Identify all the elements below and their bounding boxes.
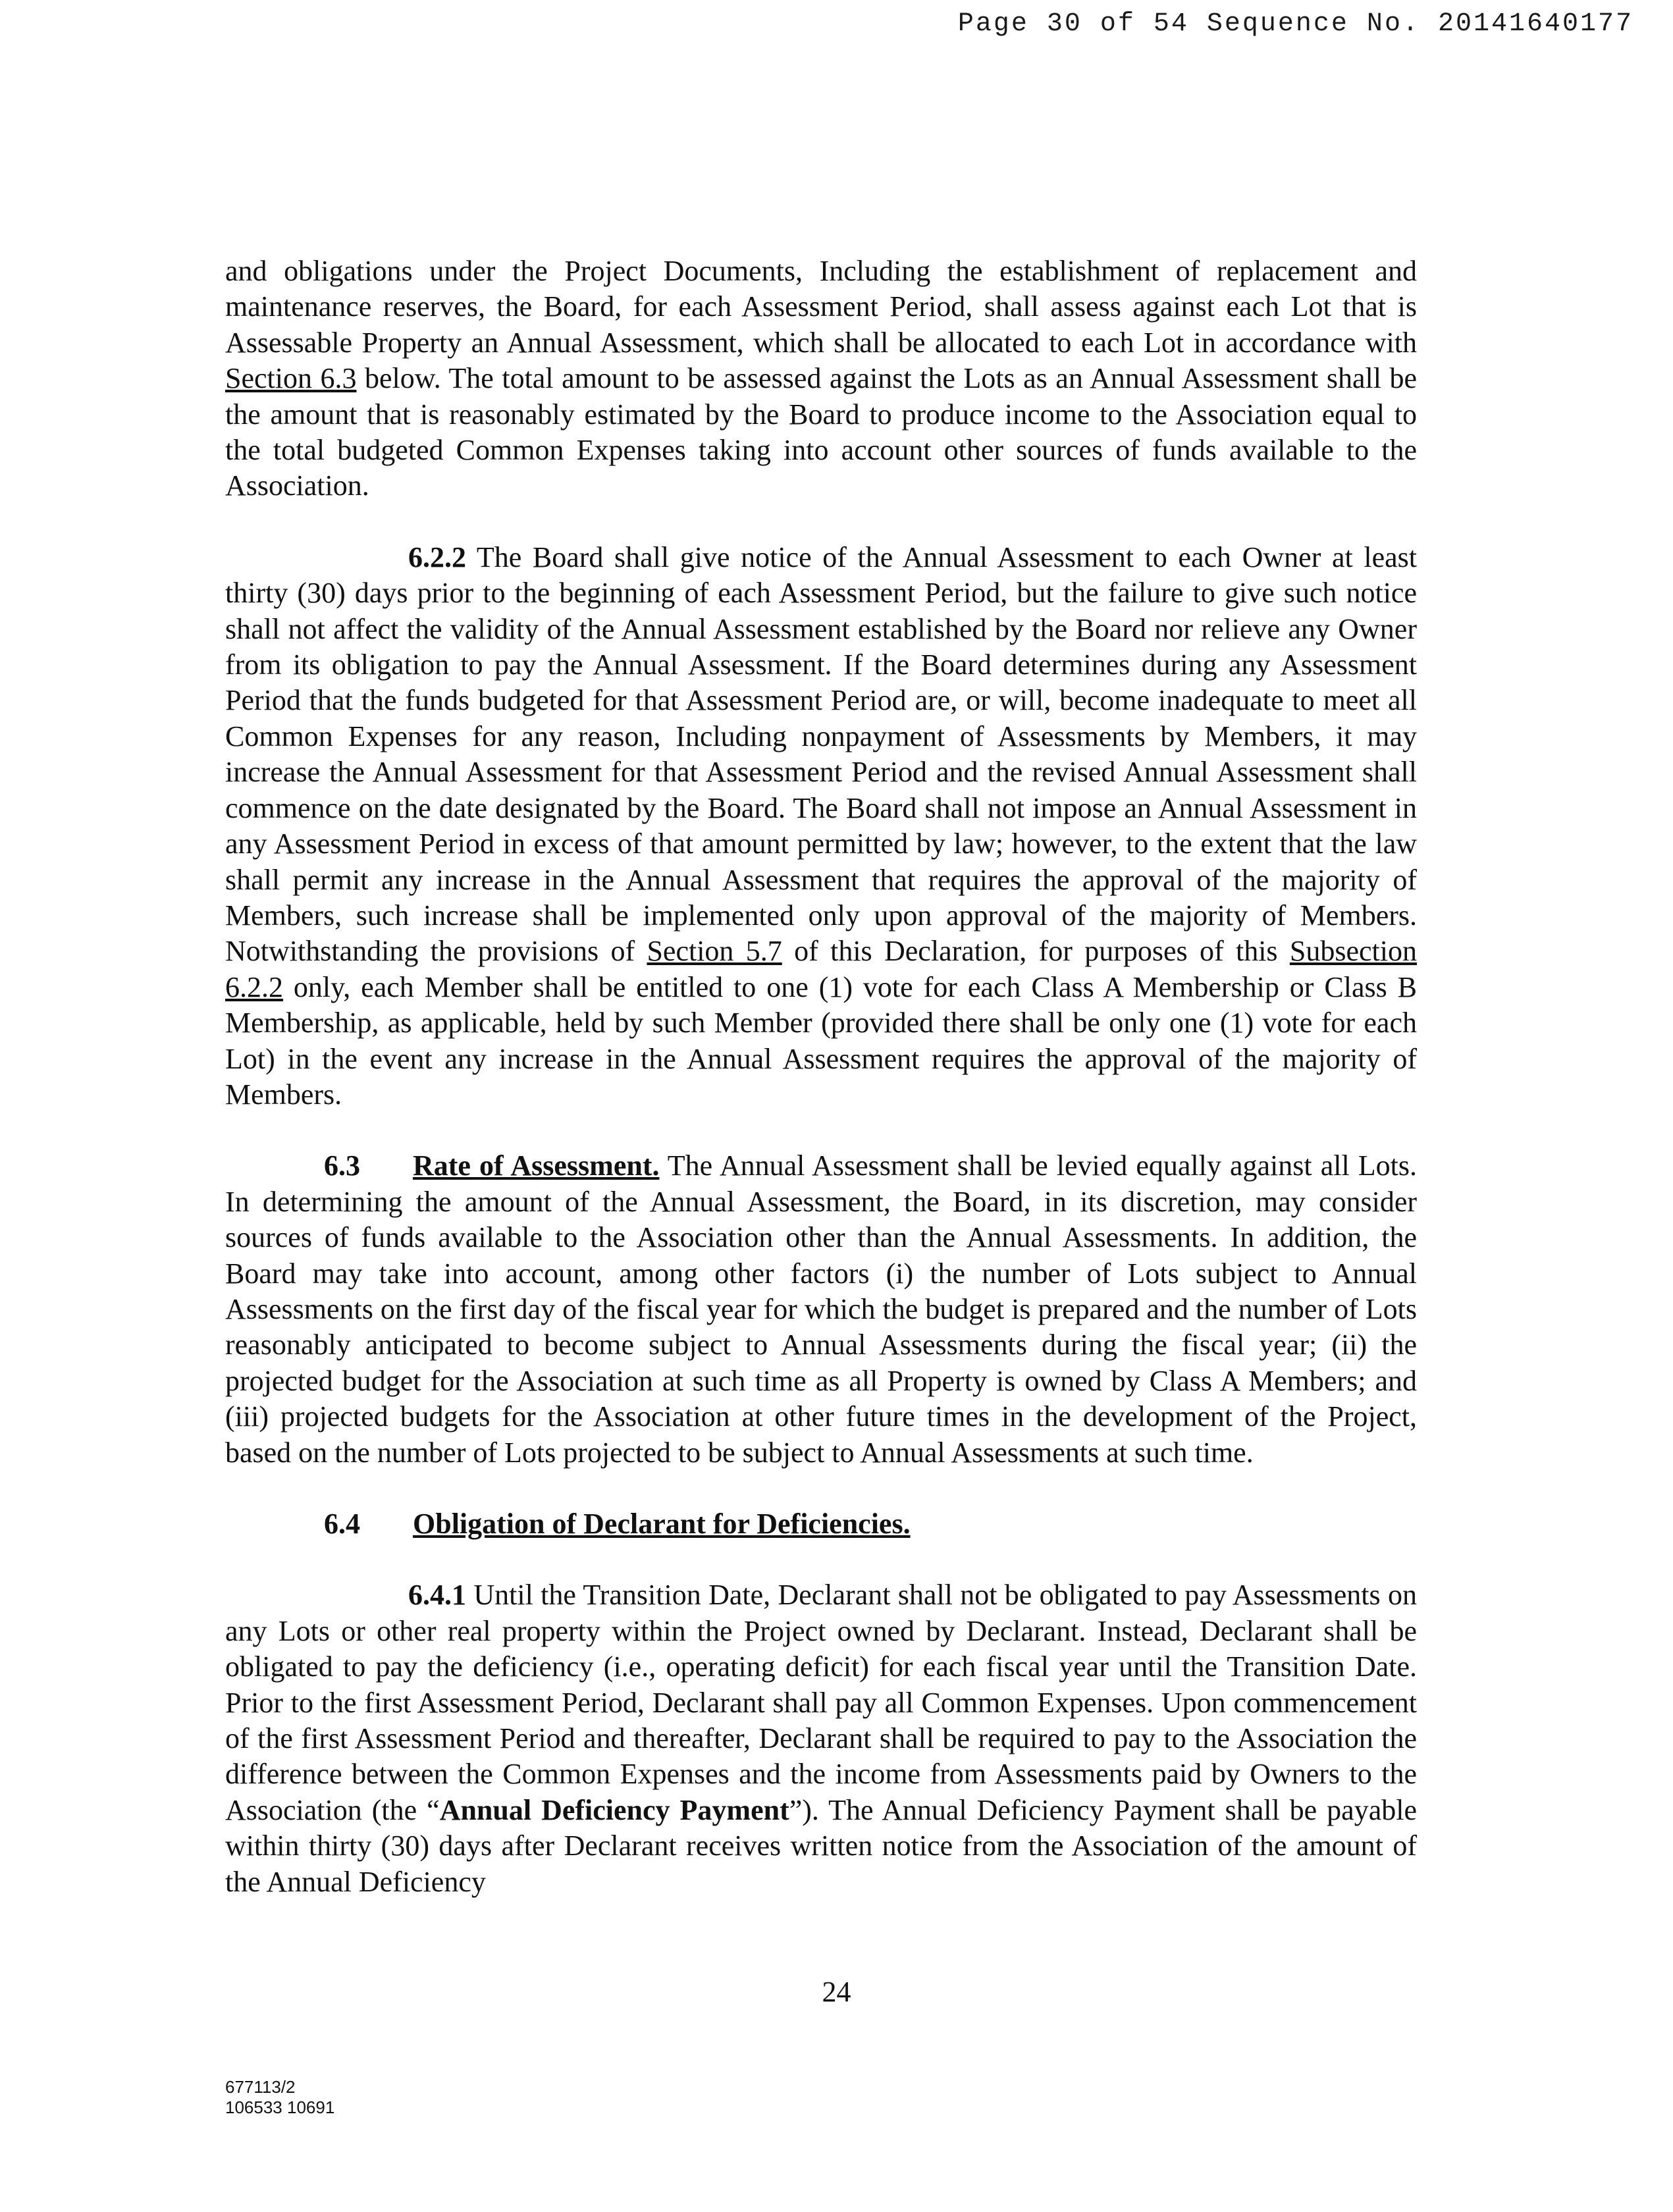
paragraph-continuation: [225, 253, 1417, 504]
section-6-4: [225, 1506, 1417, 1542]
document-id-line: 677113/2: [225, 2077, 296, 2097]
paragraph-text: only, each Member shall be entitled to one (1) vote for each Class A Membership or Class B Membership, as applicable, held by such Member (provided there shall be only one (1) vote for each Lot) in the event any increase in the Annual Assessment requires the approval of the majority of Members.: [225, 970, 1417, 1111]
section-number: 6.4: [324, 1508, 360, 1540]
section-title: Obligation of Declarant for Deficiencies.: [413, 1508, 911, 1540]
subsection-6-2-2: [225, 540, 1417, 1113]
document-id: [225, 2077, 334, 2118]
subsection-6-4-1: [225, 1577, 1417, 1900]
paragraph-text: and obligations under the Project Documents, Including the establishment of replacement and maintenance reserves, the Board, for each Assessment Period, shall assess against each Lot that is Assessable Property an Annual Assessment, which shall be allocated to each Lot in accordance with: [225, 255, 1417, 359]
section-reference: Section 6.3: [225, 362, 357, 395]
paragraph-text: The Board shall give notice of the Annual Assessment to each Owner at least thirty (30) days prior to the beginning of each Assessment Period, but the failure to give such notice shall not affect the validity of the Annual Assessment established by the Board nor relieve any Owner from its obligation to pay the Annual Assessment. If the Board determines during any Assessment Period that the funds budgeted for that Assessment Period are, or will, become inadequate to meet all Common Expenses for any reason, Including nonpayment of Assessments by Members, it may increase the Annual Assessment for that Assessment Period and the revised Annual Assessment shall commence on the date designated by the Board. The Board shall not impose an Annual Assessment in any Assessment Period in excess of that amount permitted by law; however, to the extent that the law shall permit any increase in the Annual Assessment that requires the approval of the majority of Members, such increase shall be implemented only upon approval of the majority of Members. Notwithstanding the provisions of: [225, 540, 1417, 968]
defined-term: Annual Deficiency Payment: [439, 1793, 789, 1826]
subsection-number: 6.4.1: [408, 1579, 466, 1612]
page-number: 24: [822, 1976, 851, 2008]
section-reference: Subsection 6.2.2: [225, 935, 1417, 1003]
paragraph-text: The Annual Assessment shall be levied equally against all Lots. In determining the amount of the Annual Assessment, the Board, in its discretion, may consider sources of funds available to the Association other than the Annual Assessments. In addition, the Board may take into account, among other factors (i) the number of Lots subject to Annual Assessments on the first day of the fiscal year for which the budget is prepared and the number of Lots reasonably anticipated to become subject to Annual Assessments during the fiscal year; (ii) the projected budget for the Association at such time as all Property is owned by Class A Members; and (iii) projected budgets for the Association at other future times in the development of the Project, based on the number of Lots projected to be subject to Annual Assessments at such time.: [225, 1149, 1417, 1469]
section-6-3: [225, 1148, 1417, 1471]
section-reference: Section 5.7: [647, 935, 782, 968]
document-body: [225, 253, 1417, 1936]
paragraph-text: below. The total amount to be assessed against the Lots as an Annual Assessment shall be the amount that is reasonably estimated by the Board to produce income to the Association equal to the total budgeted Common Expenses taking into account other sources of funds available to the Association.: [225, 362, 1417, 502]
paragraph-text: ”). The Annual Deficiency Payment shall be payable within thirty (30) days after Declarant receives written notice from the Association of the amount of the Annual Deficiency: [225, 1793, 1417, 1898]
section-title: Rate of Assessment.: [413, 1149, 660, 1182]
paragraph-text: of this Declaration, for purposes of this: [782, 935, 1290, 968]
paragraph-text: Until the Transition Date, Declarant shall not be obligated to pay Assessments on any Lots or other real property within the Project owned by Declarant. Instead, Declarant shall be obligated to pay the deficiency (i.e., operating deficit) for each fiscal year until the Transition Date. Prior to the first Assessment Period, Declarant shall pay all Common Expenses. Upon commencement of the first Assessment Period and thereafter, Declarant shall be required to pay to the Association the difference between the Common Expenses and the income from Assessments paid by Owners to the Association (the “: [225, 1579, 1417, 1826]
sequence-stamp: Page 30 of 54 Sequence No. 20141640177: [957, 9, 1633, 39]
section-number: 6.3: [324, 1149, 360, 1182]
subsection-number: 6.2.2: [408, 540, 466, 573]
document-id-line: 106533 10691: [225, 2097, 335, 2117]
